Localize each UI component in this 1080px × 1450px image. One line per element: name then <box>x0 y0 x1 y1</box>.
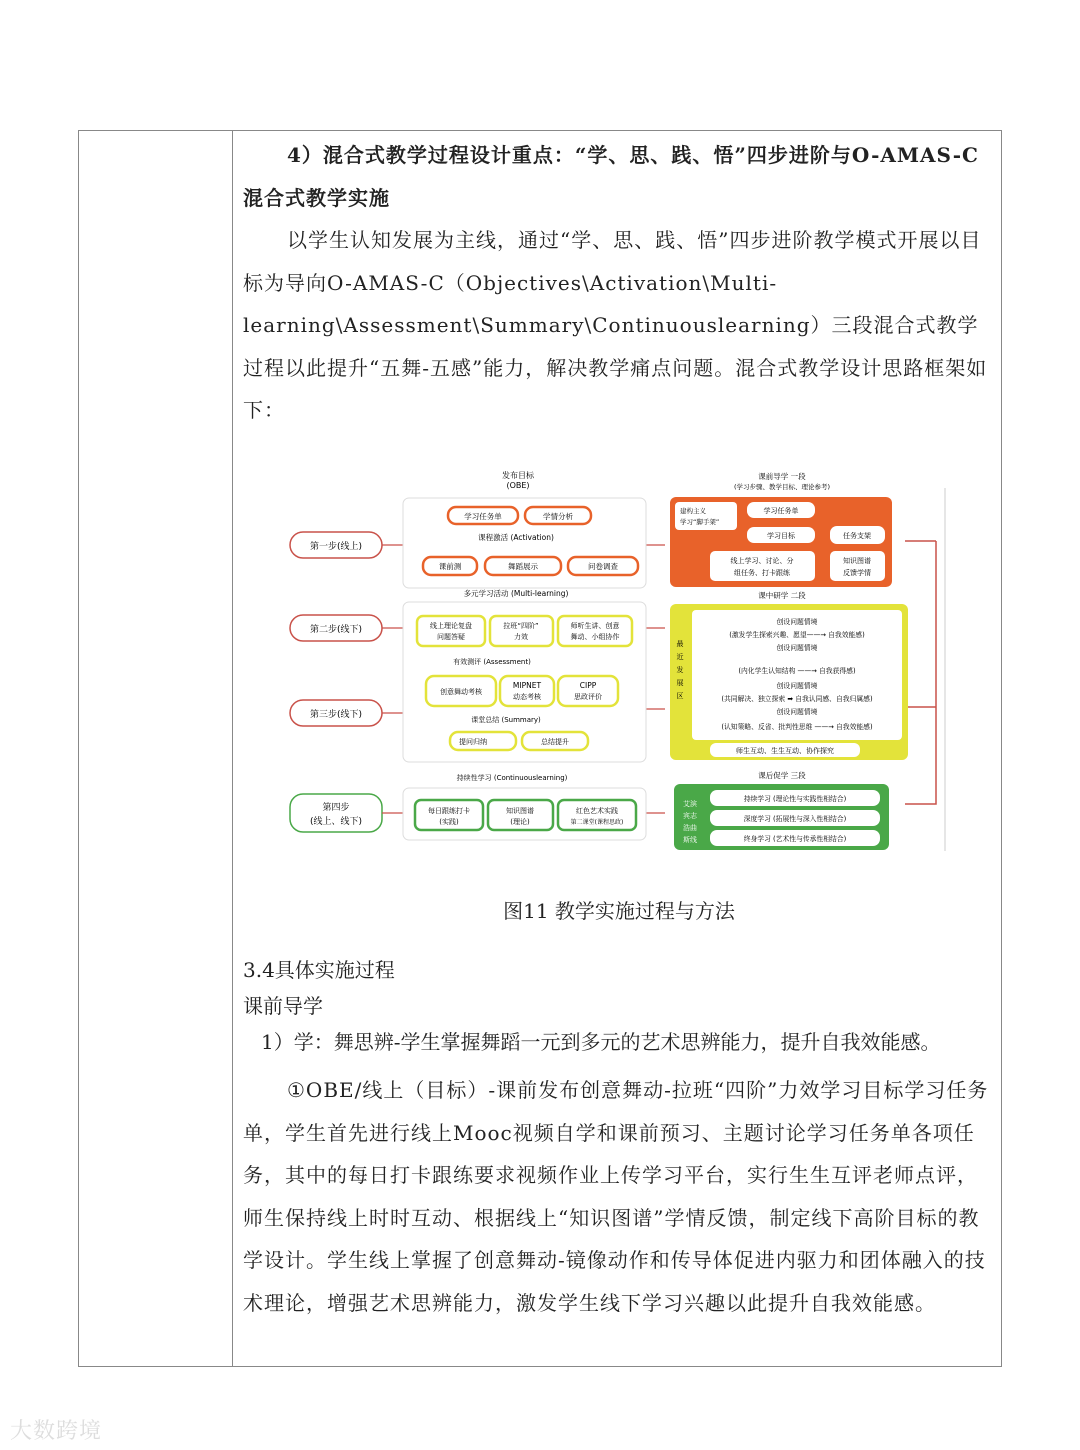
svg-text:斯线: 斯线 <box>683 836 697 844</box>
svg-text:组任务、打卡跟练: 组任务、打卡跟练 <box>734 569 790 577</box>
svg-text:创设问题情境: 创设问题情境 <box>776 644 818 652</box>
g3-box <box>710 830 880 846</box>
svg-text:第三步(线下): 第三步(线下) <box>309 710 363 720</box>
a3-box <box>558 676 618 706</box>
g1-box <box>710 790 880 806</box>
svg-text:课前测: 课前测 <box>438 562 462 571</box>
watermark-logo: 大数跨境 <box>10 1419 103 1444</box>
svg-text:学习任务单: 学习任务单 <box>464 512 502 521</box>
subsection-subtitle: 课前导学 <box>243 994 323 1018</box>
svg-text:第四步: 第四步 <box>322 803 350 813</box>
mid-inner <box>692 610 902 740</box>
svg-text:MIPNET: MIPNET <box>512 681 542 690</box>
activation-label: 课程激活 (Activation) <box>478 533 554 542</box>
step-2 <box>290 615 382 641</box>
g2-box <box>710 810 880 826</box>
svg-text:最: 最 <box>676 640 684 648</box>
summary-label: 课堂总结 (Summary) <box>471 716 541 724</box>
svg-text:反馈学情: 反馈学情 <box>843 569 871 577</box>
svg-text:拉班“四阶”: 拉班“四阶” <box>503 622 539 630</box>
o3-box <box>747 527 815 543</box>
post-title: 课后促学 三段 <box>758 771 806 780</box>
svg-text:(线上、线下): (线上、线下) <box>309 817 363 827</box>
svg-text:浩曲: 浩曲 <box>683 824 697 832</box>
svg-text:第二步(线下): 第二步(线下) <box>309 625 363 635</box>
svg-text:学情分析: 学情分析 <box>543 512 573 521</box>
svg-text:线上理论复盘: 线上理论复盘 <box>430 622 472 630</box>
subsection-title: 3.4具体实施过程 <box>243 958 395 982</box>
svg-text:(理论): (理论) <box>510 818 530 826</box>
o2-box <box>747 502 815 518</box>
svg-text:学习“脚手架”: 学习“脚手架” <box>680 518 720 526</box>
svg-text:学习任务单: 学习任务单 <box>763 507 799 515</box>
a1-box <box>426 676 496 706</box>
c3-box <box>558 800 636 830</box>
s1-box <box>450 732 516 750</box>
svg-text:区: 区 <box>676 692 684 700</box>
svg-text:师听生讲、创意: 师听生讲、创意 <box>570 622 620 630</box>
svg-text:红色艺术实践: 红色艺术实践 <box>576 807 618 815</box>
svg-text:终身学习 (艺术性与传承性相结合): 终身学习 (艺术性与传承性相结合) <box>743 835 847 843</box>
svg-text:建构主义: 建构主义 <box>680 507 706 515</box>
y9-box <box>710 743 860 757</box>
c1-box <box>415 800 483 830</box>
pre-title: 课前导学 一段 <box>758 472 806 481</box>
svg-text:总结提升: 总结提升 <box>541 738 569 746</box>
svg-text:创设问题情境: 创设问题情境 <box>776 682 818 690</box>
step-1 <box>290 532 382 558</box>
svg-text:发: 发 <box>676 666 684 674</box>
svg-text:力效: 力效 <box>514 633 528 641</box>
a2-box <box>500 676 554 706</box>
svg-text:第一步(线上): 第一步(线上) <box>309 542 363 552</box>
svg-text:(激发学生探索兴趣、愿望——→ 自我效能感): (激发学生探索兴趣、愿望——→ 自我效能感) <box>729 631 865 639</box>
svg-text:展: 展 <box>676 679 684 687</box>
svg-text:问题答疑: 问题答疑 <box>437 633 465 641</box>
svg-text:动态考核: 动态考核 <box>513 693 541 701</box>
svg-text:舞蹈展示: 舞蹈展示 <box>508 562 538 571</box>
body-paragraph: ①OBE/线上（目标）-课前发布创意舞动-拉班“四阶”力效学习目标学习任务单，学生首先进行线上Mooc视频自学和课前预习、主题讨论学习任务单各项任务，其中的每日打卡跟练要求视频作业上传学习平台，实行生生互评老师点评，师生保持线上时时互动、根据线上“知识图谱”学情反馈，制定线下高阶目标的教学设计。学生线上掌握了创意舞动-镜像动作和传导体促进内驱力和团体融入的技术理论，增强艺术思辨能力，激发学生线下学习兴趣以此提升自我效能感。 <box>243 1078 989 1315</box>
svg-text:持续学习 (理论性与实践性相结合): 持续学习 (理论性与实践性相结合) <box>743 795 847 803</box>
assess-label: 有效测评 (Assessment) <box>453 658 531 666</box>
survey-box <box>568 557 638 575</box>
svg-text:创设问题情境: 创设问题情境 <box>776 618 818 626</box>
feedback-line <box>905 541 936 804</box>
svg-text:(内化学生认知结构 ——→ 自我获得感): (内化学生认知结构 ——→ 自我获得感) <box>738 667 856 675</box>
learning-point: 1）学：舞思辨-学生掌握舞蹈一元到多元的艺术思辨能力，提升自我效能感。 <box>261 1030 941 1054</box>
pretest-box <box>423 557 477 575</box>
svg-text:问卷调查: 问卷调查 <box>588 562 618 571</box>
step-4 <box>290 794 382 832</box>
svg-text:(认知策略、反省、批判性思维 ——→ 自我效能感): (认知策略、反省、批判性思维 ——→ 自我效能感) <box>721 723 873 731</box>
svg-text:艾滨: 艾滨 <box>683 800 697 808</box>
svg-text:知识图谱: 知识图谱 <box>843 557 871 565</box>
task-box <box>448 507 518 524</box>
svg-text:思政评价: 思政评价 <box>574 693 602 701</box>
svg-text:创意舞动考核: 创意舞动考核 <box>440 688 482 696</box>
c2-box <box>488 800 553 830</box>
teaching-framework-diagram <box>210 466 950 856</box>
s2-box <box>522 732 588 750</box>
svg-text:CIPP: CIPP <box>579 681 597 690</box>
svg-text:每日跟练打卡: 每日跟练打卡 <box>428 807 470 815</box>
analysis-box <box>525 507 591 524</box>
mid-title: 课中研学 二段 <box>758 591 806 600</box>
step-3 <box>290 700 382 726</box>
svg-text:任务支架: 任务支架 <box>843 532 871 540</box>
show-box <box>485 557 561 575</box>
svg-text:(共同解决、独立探索 ➡ 自我认同感、自我归属感): (共同解决、独立探索 ➡ 自我认同感、自我归属感) <box>721 695 873 703</box>
svg-text:舞动、小组协作: 舞动、小组协作 <box>570 633 620 641</box>
top-label: 发布目标 <box>502 471 534 480</box>
figure-caption: 图11 教学实施过程与方法 <box>503 899 735 923</box>
svg-text:宾志: 宾志 <box>683 812 697 820</box>
m1-box <box>417 616 485 646</box>
svg-text:创设问题情境: 创设问题情境 <box>776 708 818 716</box>
multi-label: 多元学习活动 (Multi-learning) <box>463 589 569 598</box>
svg-text:提问归纳: 提问归纳 <box>459 738 487 746</box>
svg-text:师生互动、生生互动、协作探究: 师生互动、生生互动、协作探究 <box>736 747 834 755</box>
section-heading: 4）混合式教学过程设计重点：“学、思、践、悟”四步进阶与O-AMAS-C混合式教学实施 <box>243 143 979 210</box>
svg-text:第二课堂(课程思政): 第二课堂(课程思政) <box>570 819 624 826</box>
o1-box <box>675 502 737 530</box>
pre-sub: (学习步骤、教学目标、理论参考) <box>733 483 831 491</box>
o5-box <box>710 551 815 581</box>
top-sub: (OBE) <box>506 481 530 490</box>
intro-paragraph: 以学生认知发展为主线，通过“学、思、践、悟”四步进阶教学模式开展以目标为导向O-AMAS-C（Objectives\Activation\Multi-learning\Assessment\Summary\Continuouslearning）三段混合式教学过程以此提升“五舞-五感”能力，解决教学痛点问题。混合式教学设计思路框架如下： <box>243 228 988 422</box>
svg-text:深度学习 (拓展性与深入性相结合): 深度学习 (拓展性与深入性相结合) <box>743 815 847 823</box>
o6-box <box>830 551 885 581</box>
m2-box <box>490 616 553 646</box>
svg-text:近: 近 <box>676 653 684 661</box>
m3-box <box>558 616 632 646</box>
o4-box <box>830 526 885 544</box>
svg-text:(实践): (实践) <box>439 818 459 826</box>
svg-text:知识图谱: 知识图谱 <box>506 807 534 815</box>
svg-text:学习目标: 学习目标 <box>767 532 795 540</box>
cont-label: 持续性学习 (Continuouslearning) <box>456 774 568 782</box>
svg-text:线上学习、讨论、分: 线上学习、讨论、分 <box>730 557 794 565</box>
